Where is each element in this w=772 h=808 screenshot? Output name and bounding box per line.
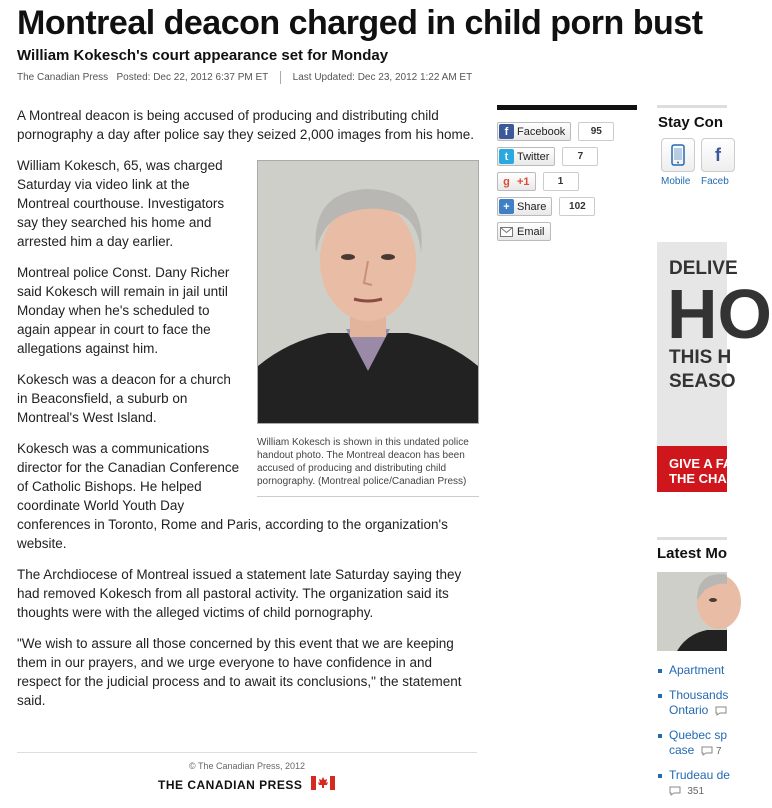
mobile-icon: [661, 138, 695, 172]
headline: Montreal deacon charged in child porn bust: [17, 4, 703, 42]
paragraph: Montreal police Const. Dany Richer said Kokesch will remain in jail until Monday when he's scheduled to again appear in court to face the allegations against him.: [17, 265, 230, 356]
ad-text: SEASO: [669, 371, 736, 392]
twitter-label: Twitter: [517, 150, 550, 163]
bullet: [658, 774, 662, 778]
updated-date: Last Updated: Dec 23, 2012 1:22 AM ET: [292, 72, 473, 84]
envelope-icon: [499, 224, 514, 239]
photo-caption: William Kokesch is shown in this undated police handout photo. The Montreal deacon has been accused of producing and distributing child pornography. (Montreal police/Canadian Press): [257, 436, 479, 497]
share-button[interactable]: [497, 197, 552, 216]
latest-item-title: case: [669, 743, 695, 757]
mobile-link[interactable]: [661, 138, 695, 187]
bullet: [658, 669, 662, 673]
mobile-label: Mobile: [661, 176, 691, 187]
latest-item[interactable]: [657, 663, 724, 678]
bullet: [658, 734, 662, 738]
paragraph: William Kokesch, 65, was charged Saturday via video link at the Montreal courthouse. Investigators say they searched his home and arrested him a day earlier.: [17, 158, 225, 249]
sidebar-divider: [657, 537, 727, 540]
paragraph: A Montreal deacon is being accused of producing and distributing child pornography a day after police say they seized 2,000 images from his home.: [17, 108, 475, 142]
byline-divider: [280, 71, 281, 84]
source: The Canadian Press: [17, 72, 109, 84]
plus-icon: +: [499, 199, 514, 214]
gplus-share-row: [497, 172, 579, 191]
twitter-count: 7: [562, 147, 598, 166]
gplus-icon: g: [503, 175, 510, 188]
paragraph: Kokesch was a communications director for the Canadian Conference of Catholic Bishops. He helped coordinate World Youth Day conferences in Toronto, Rome and Paris, according to the organization's website.: [17, 441, 448, 551]
facebook-label: Faceb: [701, 176, 729, 187]
article-body: [17, 106, 479, 722]
comment-count: 7: [716, 746, 722, 757]
share-row: [497, 197, 595, 216]
facebook-share-row: [497, 122, 614, 141]
email-label: Email: [517, 225, 545, 238]
byline: [17, 71, 472, 84]
ad-text: THIS H: [669, 347, 732, 368]
ad-text: DELIVE: [669, 258, 738, 279]
advertisement[interactable]: [657, 242, 772, 492]
facebook-share-button[interactable]: [497, 122, 571, 141]
photo-figure: [257, 160, 479, 497]
latest-news-title: Latest Mo: [657, 545, 728, 562]
bullet: [658, 694, 662, 698]
gplus-count: 1: [543, 172, 579, 191]
copyright: © The Canadian Press, 2012: [188, 761, 306, 771]
posted-date: Posted: Dec 22, 2012 6:37 PM ET: [116, 72, 269, 84]
paragraph: Kokesch was a deacon for a church in Beaconsfield, a suburb on Montreal's West Island.: [17, 372, 231, 425]
facebook-label: Facebook: [517, 125, 566, 138]
ad-text: GIVE A FA: [669, 456, 733, 471]
latest-item-title: Quebec sp: [669, 728, 728, 742]
email-share-button[interactable]: [497, 222, 551, 241]
ad-text: [669, 346, 736, 394]
latest-item[interactable]: [657, 768, 730, 799]
ad-text: HO: [667, 275, 772, 353]
subheadline: William Kokesch's court appearance set for Monday: [17, 47, 389, 64]
latest-item-title: Thousands: [669, 688, 729, 702]
maple-leaf-icon: [311, 776, 335, 790]
comment-icon: [715, 706, 727, 716]
latest-item[interactable]: [657, 688, 728, 718]
facebook-icon: f: [701, 138, 735, 172]
publisher-logo: THE CANADIAN PRESS: [158, 778, 303, 792]
facebook-count: 95: [578, 122, 614, 141]
share-divider: [497, 105, 637, 110]
gplus-share-button[interactable]: [497, 172, 536, 191]
latest-item[interactable]: [657, 728, 727, 759]
latest-item-title: Trudeau de: [669, 768, 730, 782]
comment-count: 351: [687, 786, 705, 797]
comment-icon: [701, 746, 713, 756]
footer-divider: [17, 752, 477, 753]
latest-item-title: Apartment: [669, 663, 725, 677]
stay-connected-title: Stay Con: [658, 114, 724, 131]
facebook-icon: f: [499, 124, 514, 139]
share-label: Share: [517, 200, 547, 213]
sidebar-divider: [657, 105, 727, 108]
twitter-share-button[interactable]: [497, 147, 555, 166]
email-share-row: [497, 222, 551, 241]
gplus-label: +1: [517, 175, 530, 188]
facebook-link[interactable]: [701, 138, 735, 187]
comment-icon: [669, 786, 681, 796]
latest-item-title: Ontario: [669, 703, 709, 717]
latest-thumbnail[interactable]: [657, 572, 727, 651]
twitter-share-row: [497, 147, 598, 166]
suspect-photo[interactable]: [257, 160, 479, 424]
paragraph: The Archdiocese of Montreal issued a statement late Saturday saying they had removed Kokesch from all pastoral activity. The organization said its thoughts were with the alleged victims of child pornography.: [17, 567, 462, 620]
ad-text: THE CHAN: [669, 471, 737, 486]
ad-banner: [657, 446, 737, 492]
share-count: 102: [559, 197, 595, 216]
twitter-icon: t: [499, 149, 514, 164]
paragraph: "We wish to assure all those concerned by this event that we are keeping them in our prayers, and we urge everyone to have confidence in and respect for the judicial process and to await its conclusions," the statement said.: [17, 636, 462, 708]
